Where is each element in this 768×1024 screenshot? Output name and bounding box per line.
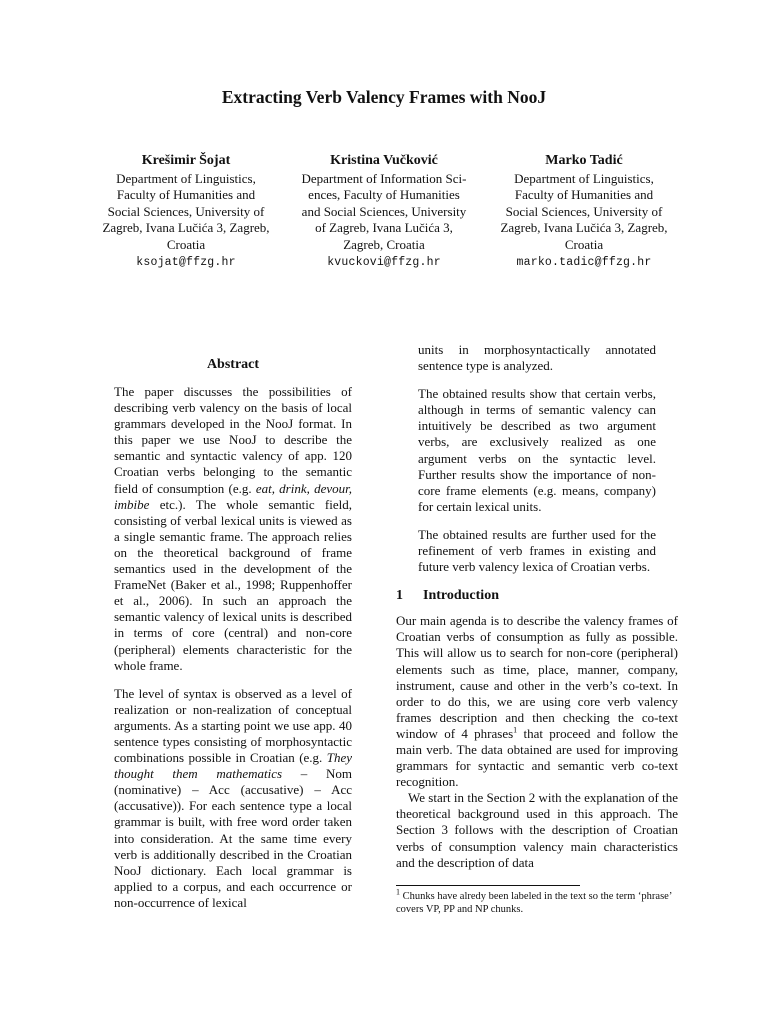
- footnote-divider: [396, 885, 580, 886]
- author-block-1: [88, 153, 284, 271]
- author-name: Marko Tadić: [545, 153, 623, 168]
- abstract-paragraph-4: The obtained results are further used for the refinement of verb frames in existing and future verb valency lexica of Croatian verbs.: [418, 526, 656, 575]
- intro-paragraph-2: We start in the Section 2 with the explanation of the theoretical background used in this approach. The Section 3 follows with the description of Croatian verbs of consumption valency main characteristics and the description of data: [396, 790, 678, 870]
- author-affiliation-line: of Zagreb, Ivana Lučića 3,: [315, 220, 453, 236]
- author-affiliation-line: Social Sciences, University of: [107, 203, 265, 219]
- author-affiliation-line: Zagreb, Ivana Lučića 3, Zagreb,: [102, 220, 270, 236]
- abstract-continued: [396, 342, 678, 575]
- abstract-paragraph-2-continued: units in morphosyntactically annotated sentence type is analyzed.: [418, 342, 656, 374]
- author-affiliation-line: Social Sciences, University of: [505, 203, 663, 219]
- author-affiliation-line: Zagreb, Ivana Lučića 3, Zagreb,: [500, 220, 668, 236]
- author-affiliation-line: ences, Faculty of Humanities: [308, 187, 460, 203]
- abstract-paragraph-3: The obtained results show that certain verbs, although in terms of semantic valency can intuitively be described as two argument verbs, are exclusively realized as one argument verbs on the syntactic level. Further results show the importance of non-core frame elements (e.g. means, company) for certain lexical units.: [418, 386, 656, 514]
- section-number: 1: [396, 588, 403, 604]
- paper-title: Extracting Verb Valency Frames with NooJ: [221, 87, 547, 107]
- author-email[interactable]: kvuckovi@ffzg.hr: [327, 255, 441, 269]
- author-affiliation-line: Department of Linguistics,: [116, 170, 256, 186]
- author-block-3: [486, 153, 682, 271]
- author-affiliation-line: Department of Linguistics,: [514, 170, 654, 186]
- author-name: Kristina Vučković: [330, 153, 438, 168]
- author-affiliation-line: and Social Sciences, University: [301, 203, 467, 219]
- abstract-paragraph-1: The paper discusses the possibilities of describing verb valency on the basis of local grammars developed in the NooJ format. In this paper we use NooJ to describe the semantic and syntactic valency of app. 120 Croatian verbs belonging to the semantic field of consumption (e.g. eat, drink, devour, imbibe etc.). The whole semantic field, consisting of verbal lexical units is viewed as a single semantic frame. The approach relies on the theoretical background of frame semantics used in the development of the FrameNet (Baker et al., 1998; Ruppenhoffer et al., 2006). In such an approach the semantic valency of lexical units is described in terms of core (central) and non-core (peripheral) elements characteristic for the whole frame.: [114, 384, 352, 673]
- footnote-1: $^1$ Chunks have alredy been labeled in the text so the term ‘phrase’ covers VP, PP and NP chunks.: [396, 887, 672, 915]
- author-email[interactable]: marko.tadic@ffzg.hr: [516, 255, 652, 269]
- author-block-2: [286, 153, 482, 271]
- author-affiliation-line: Croatia: [564, 236, 604, 252]
- author-affiliation-line: Zagreb, Croatia: [343, 236, 425, 252]
- author-affiliation-line: Croatia: [166, 236, 206, 252]
- author-name: Krešimir Šojat: [141, 153, 231, 168]
- footnote-mark: 1: [396, 887, 400, 897]
- example-verbs: eat, drink, devour, imbibe: [114, 480, 352, 512]
- author-affiliation-line: Faculty of Humanities and: [514, 187, 654, 203]
- left-column: [114, 356, 352, 911]
- intro-paragraph-1: Our main agenda is to describe the valency frames of Croatian verbs of consumption as fully as possible. This will allow us to search for non-core (peripheral) elements such as time, place, manner, company, instrument, cause and other in the verb’s co-text. In order to do this, we are using core verb valency frames description and then checking the co-text window of 4 phrases$^1$ that proceed and follow the main verb. The data obtained are used for improving grammars for syntactic and semantic verb co-text recognition.: [396, 613, 678, 790]
- abstract-paragraph-2: The level of syntax is observed as a level of realization or non-realization of conceptual arguments. As a starting point we use app. 40 sentence types consisting of morphosyntactic combinations possible in Croatian (e.g. They thought them mathematics – Nom (nominative) – Acc (accusative) – Acc (accusative)). For each sentence type a local grammar is built, with free word order taken into consideration. At the same time every verb is additionally described in the Croatian NooJ dictionary. Each local grammar is applied to a corpus, and each occurrence or non-occurrence of lexical: [114, 685, 352, 910]
- section-heading-introduction: [396, 587, 678, 605]
- footnote-reference[interactable]: 1: [513, 725, 518, 735]
- author-email[interactable]: ksojat@ffzg.hr: [136, 255, 236, 269]
- author-affiliation-line: Faculty of Humanities and: [116, 187, 256, 203]
- section-title: Introduction: [423, 588, 499, 604]
- example-sentence: They thought them mathematics: [114, 750, 352, 782]
- right-column: [396, 342, 678, 916]
- abstract-heading: Abstract: [206, 357, 260, 372]
- author-affiliation-line: Department of Information Sci-: [301, 170, 467, 186]
